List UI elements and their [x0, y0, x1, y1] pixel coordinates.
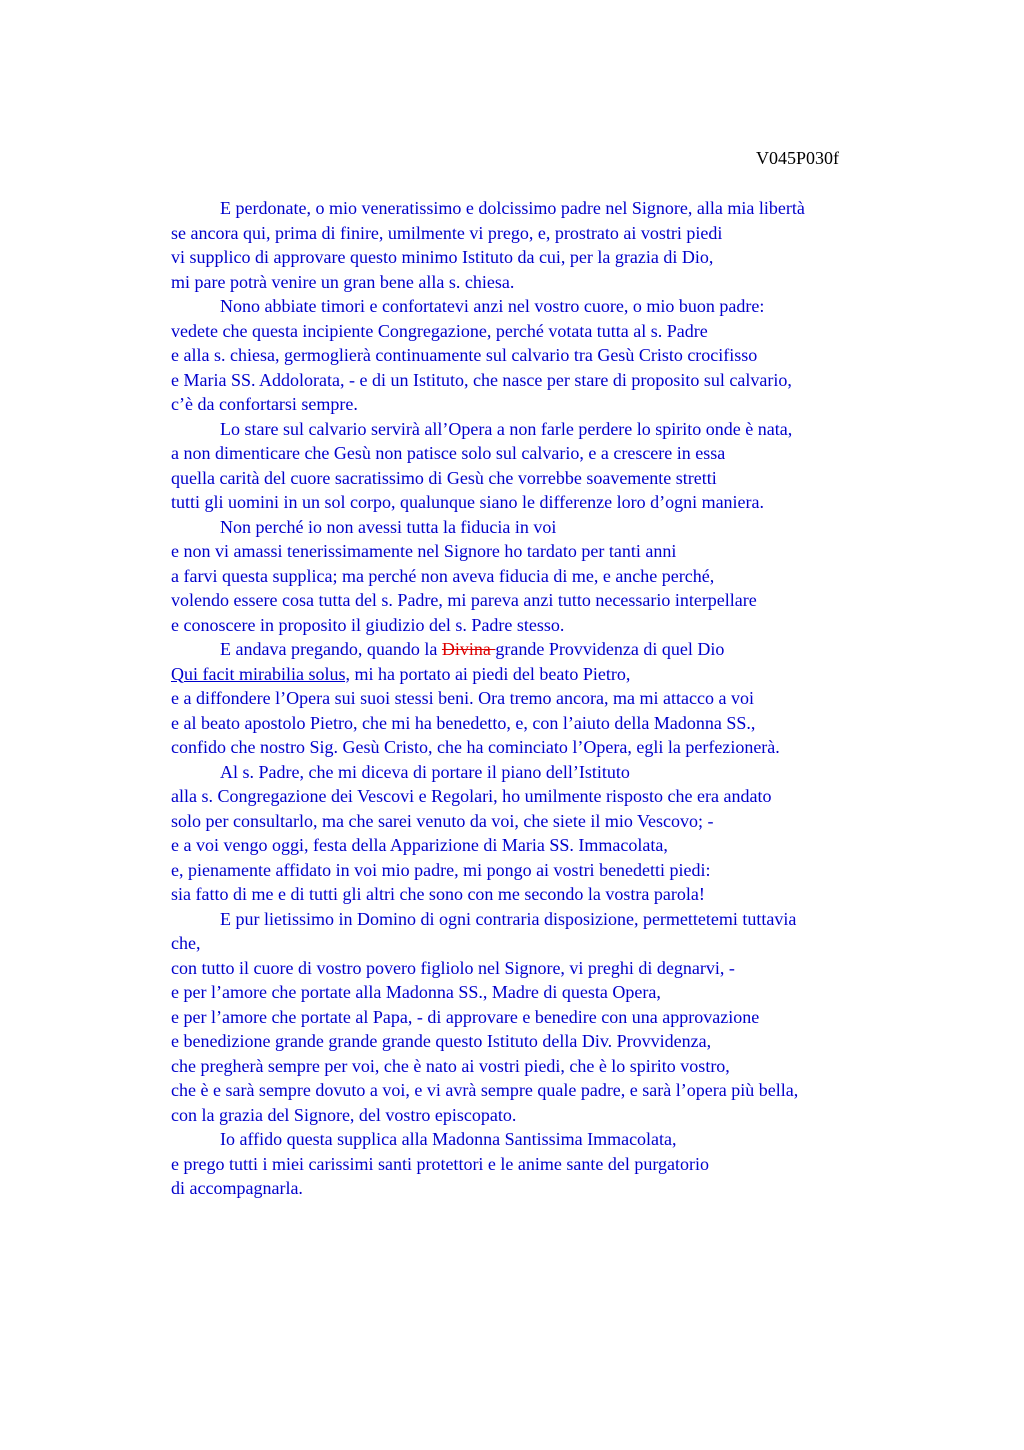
- text-line: e per l’amore che portate al Papa, - di approvare e benedire con una approvazione: [171, 1006, 760, 1027]
- text-line: e conoscere in proposito il giudizio del s. Padre stesso.: [171, 614, 565, 635]
- text-line: alla s. Congregazione dei Vescovi e Regolari, ho umilmente risposto che era andato: [171, 786, 772, 806]
- text-line: [171, 637, 971, 662]
- text-line: Io affido questa supplica alla Madonna Santissima Immacolata,: [220, 1129, 677, 1149]
- text-line: solo per consultarlo, ma che sarei venuto da voi, che siete il mio Vescovo; -: [171, 810, 714, 831]
- text-line: e alla s. chiesa, germoglierà continuamente sul calvario tra Gesù Cristo crocifisso: [171, 345, 758, 365]
- text-line: se ancora qui, prima di finire, umilmente vi prego, e, prostrato ai vostri piedi: [171, 222, 723, 243]
- document-id: V045P030f: [756, 148, 840, 168]
- text-line: e non vi amassi tenerissimamente nel Signore ho tardato per tanti anni: [171, 541, 677, 561]
- text-line: vedete che questa incipiente Congregazione, perché votata tutta al s. Padre: [171, 320, 708, 341]
- text-line: con tutto il cuore di vostro povero figliolo nel Signore, vi preghi di degnarvi, -: [171, 957, 735, 978]
- text-line: E perdonate, o mio veneratissimo e dolcissimo padre nel Signore, alla mia libertà: [220, 198, 805, 218]
- text-line: Al s. Padre, che mi diceva di portare il piano dell’Istituto: [220, 761, 630, 782]
- text-line: e al beato apostolo Pietro, che mi ha benedetto, e, con l’aiuto della Madonna SS.,: [171, 712, 756, 733]
- text-line: c’è da confortarsi sempre.: [171, 394, 358, 414]
- text-line: sia fatto di me e di tutti gli altri che sono con me secondo la vostra parola!: [171, 884, 705, 904]
- text-line: e benedizione grande grande grande questo Istituto della Div. Provvidenza,: [171, 1031, 712, 1051]
- text-segment: grande Provvidenza di quel Dio: [495, 639, 725, 659]
- text-line: Lo stare sul calvario servirà all’Opera a non farle perdere lo spirito onde è nata,: [220, 418, 793, 439]
- text-line: vi supplico di approvare questo minimo Istituto da cui, per la grazia di Dio,: [171, 247, 714, 267]
- text-line: di accompagnarla.: [171, 1178, 303, 1198]
- text-segment: mi ha portato ai piedi del beato Pietro,: [349, 663, 631, 684]
- text-line: e per l’amore che portate alla Madonna SS., Madre di questa Opera,: [171, 982, 661, 1002]
- text-line: Non perché io non avessi tutta la fiducia in voi: [220, 516, 557, 537]
- text-line: a farvi questa supplica; ma perché non aveva fiducia di me, e anche perché,: [171, 565, 715, 586]
- text-line: tutti gli uomini in un sol corpo, qualunque siano le differenze loro d’ogni maniera.: [171, 492, 765, 512]
- text-line: e prego tutti i miei carissimi santi protettori e le anime sante del purgatorio: [171, 1153, 710, 1174]
- struck-word: Divina: [441, 639, 496, 659]
- text-line: e a voi vengo oggi, festa della Apparizione di Maria SS. Immacolata,: [171, 835, 668, 855]
- text-line: quella carità del cuore sacratissimo di Gesù che vorrebbe soavemente stretti: [171, 467, 717, 488]
- text-line: Nono abbiate timori e confortatevi anzi nel vostro cuore, o mio buon padre:: [220, 296, 765, 316]
- text-line: volendo essere cosa tutta del s. Padre, mi pareva anzi tutto necessario interpellare: [171, 590, 757, 610]
- text-line: a non dimenticare che Gesù non patisce solo sul calvario, e a crescere in essa: [171, 443, 726, 463]
- text-line: e a diffondere l’Opera sui suoi stessi beni. Ora tremo ancora, ma mi attacco a voi: [171, 688, 754, 708]
- text-line: confido che nostro Sig. Gesù Cristo, che ha cominciato l’Opera, egli la perfezionerà.: [171, 737, 780, 757]
- text-line: e, pienamente affidato in voi mio padre, mi pongo ai vostri benedetti piedi:: [171, 859, 711, 880]
- underlined-quote: Qui facit mirabilia solus,: [171, 663, 350, 684]
- text-line: che è e sarà sempre dovuto a voi, e vi avrà sempre quale padre, e sarà l’opera più bella,: [171, 1080, 799, 1100]
- text-line: e Maria SS. Addolorata, - e di un Istituto, che nasce per stare di proposito sul calvario,: [171, 369, 792, 390]
- text-line: con la grazia del Signore, del vostro episcopato.: [171, 1104, 517, 1125]
- text-segment: E andava pregando, quando la: [220, 639, 442, 659]
- letter-body: [171, 196, 971, 1201]
- text-line: E pur lietissimo in Domino di ogni contraria disposizione, permettetemi tuttavia: [220, 908, 797, 929]
- text-line: che,: [171, 933, 201, 953]
- text-line: che pregherà sempre per voi, che è nato ai vostri piedi, che è lo spirito vostro,: [171, 1055, 730, 1076]
- text-line: mi pare potrà venire un gran bene alla s. chiesa.: [171, 271, 515, 292]
- text-line: [171, 662, 971, 687]
